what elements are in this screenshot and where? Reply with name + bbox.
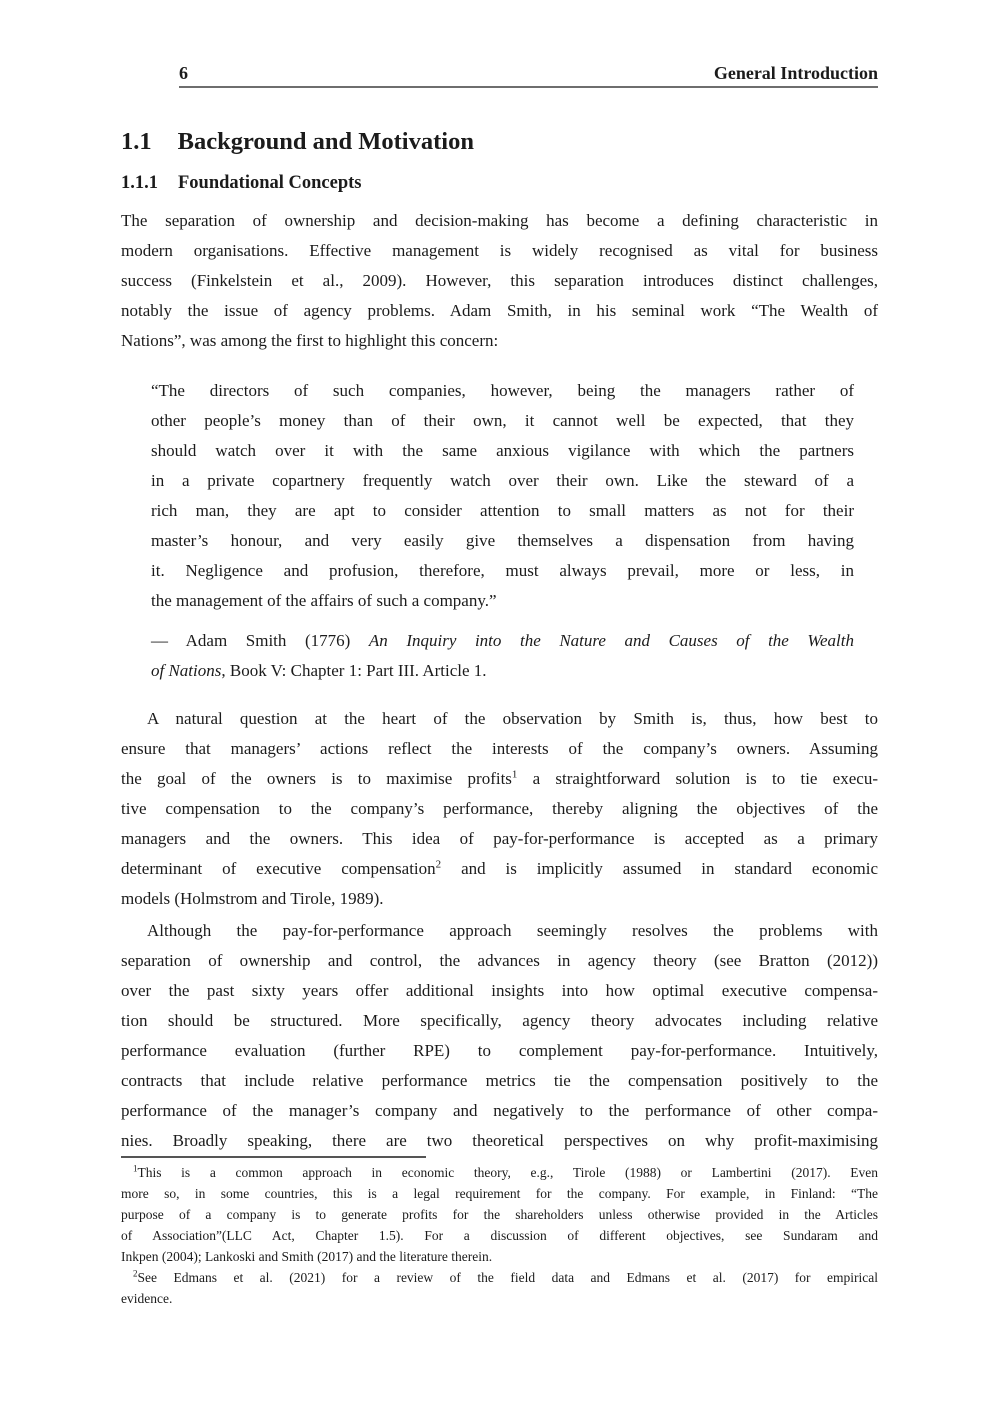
text-line: The separation of ownership and decision-making has become a defining characteristic in bbox=[121, 211, 878, 230]
text-line: success (Finkelstein et al., 2009). However, this separation introduces distinct challenges, bbox=[121, 271, 878, 290]
section-number: 1.1 bbox=[121, 128, 152, 155]
quote-line: the management of the affairs of such a company.” bbox=[151, 591, 497, 610]
text-line: managers and the owners. This idea of pay-for-performance is accepted as a primary bbox=[121, 829, 878, 848]
page-header bbox=[179, 62, 878, 88]
footnote-2 bbox=[121, 1267, 878, 1309]
running-title: General Introduction bbox=[713, 63, 878, 83]
paragraph-2 bbox=[121, 704, 878, 914]
footnote-line: purpose of a company is to generate profits for the shareholders unless otherwise provided in the Articles bbox=[121, 1207, 878, 1222]
text-line: ensure that managers’ actions reflect the interests of the company’s owners. Assuming bbox=[121, 739, 878, 758]
text-line: models (Holmstrom and Tirole, 1989). bbox=[121, 889, 384, 908]
quote-attribution bbox=[151, 626, 854, 686]
footnote-line: more so, in some countries, this is a legal requirement for the company. For example, in Finland: “The bbox=[121, 1186, 878, 1201]
footnote-line bbox=[121, 1267, 878, 1288]
text-segment: determinant of executive compensation bbox=[121, 859, 436, 878]
subsection-heading bbox=[121, 171, 878, 195]
quote-line: it. Negligence and profusion, therefore, must always prevail, more or less, in bbox=[151, 561, 854, 580]
footnote-1 bbox=[121, 1162, 878, 1267]
footnotes bbox=[121, 1162, 878, 1309]
text-segment: a straightforward solution is to tie execu- bbox=[517, 769, 878, 788]
attribution-prefix: — Adam Smith (1776) bbox=[151, 631, 369, 650]
footnote-marker-2: 2 bbox=[435, 858, 442, 871]
text-line: Nations”, was among the first to highlight this concern: bbox=[121, 331, 499, 350]
footnote-line: Inkpen (2004); Lankoski and Smith (2017) and the literature therein. bbox=[121, 1249, 493, 1264]
text-line: contracts that include relative performance metrics tie the compensation positively to the bbox=[121, 1071, 878, 1090]
footnote-rule bbox=[121, 1156, 426, 1158]
quote-line: master’s honour, and very easily give themselves a dispensation from having bbox=[151, 531, 854, 550]
text-line: performance evaluation (further RPE) to complement pay-for-performance. Intuitively, bbox=[121, 1041, 878, 1060]
quote-line: in a private copartnery frequently watch over their own. Like the steward of a bbox=[151, 471, 854, 490]
header-row bbox=[179, 62, 878, 84]
attribution-line bbox=[151, 656, 854, 686]
text-line: tion should be structured. More specifically, agency theory advocates including relative bbox=[121, 1011, 878, 1030]
footnote-line bbox=[121, 1162, 878, 1183]
paragraph-3 bbox=[121, 916, 878, 1156]
text-line: Although the pay-for-performance approach seemingly resolves the problems with bbox=[147, 921, 878, 940]
text-line: nies. Broadly speaking, there are two theoretical perspectives on why profit-maximising bbox=[121, 1131, 878, 1150]
text-segment: the goal of the owners is to maximise profits bbox=[121, 769, 512, 788]
book-title-part-2: of Nations bbox=[151, 661, 222, 680]
footnote-number-2: 2 bbox=[133, 1268, 138, 1279]
section-heading bbox=[121, 128, 878, 156]
footnote-line: of Association”(LLC Act, Chapter 1.5). For a discussion of different objectives, see Sundaram and bbox=[121, 1228, 878, 1243]
attribution-rest: , Book V: Chapter 1: Part III. Article 1. bbox=[221, 661, 487, 680]
text-line: performance of the manager’s company and negatively to the performance of other compa- bbox=[121, 1101, 878, 1120]
text-column bbox=[121, 62, 878, 1309]
quote-line: rich man, they are apt to consider attention to small matters as not for their bbox=[151, 501, 854, 520]
subsection-number: 1.1.1 bbox=[121, 173, 158, 193]
page-number: 6 bbox=[179, 63, 188, 83]
footnote-marker-1: 1 bbox=[511, 768, 518, 781]
subsection-title: Foundational Concepts bbox=[178, 173, 362, 193]
text-line: notably the issue of agency problems. Adam Smith, in his seminal work “The Wealth of bbox=[121, 301, 878, 320]
blockquote bbox=[151, 376, 854, 686]
book-title-part-1: An Inquiry into the Nature and Causes of the Wealth bbox=[368, 631, 855, 650]
attribution-line bbox=[151, 626, 854, 656]
text-segment: and is implicitly assumed in standard economic bbox=[441, 859, 878, 878]
text-line: over the past sixty years offer additional insights into how optimal executive compensa- bbox=[121, 981, 878, 1000]
text-line bbox=[121, 854, 878, 884]
text-line: tive compensation to the company’s performance, thereby aligning the objectives of the bbox=[121, 799, 878, 818]
header-rule bbox=[179, 86, 878, 88]
text-line: modern organisations. Effective management is widely recognised as vital for business bbox=[121, 241, 878, 260]
footnote-text: This is a common approach in economic theory, e.g., Tirole (1988) or Lambertini (2017). Even bbox=[137, 1165, 878, 1180]
footnote-line: evidence. bbox=[121, 1291, 173, 1306]
text-line: separation of ownership and control, the advances in agency theory (see Bratton (2012)) bbox=[121, 951, 878, 970]
text-line: A natural question at the heart of the observation by Smith is, thus, how best to bbox=[147, 709, 878, 728]
footnote-number-1: 1 bbox=[133, 1163, 138, 1174]
quote-line: “The directors of such companies, however, being the managers rather of bbox=[151, 381, 854, 400]
section-title: Background and Motivation bbox=[177, 128, 474, 155]
paragraph-1 bbox=[121, 206, 878, 356]
quote-line: should watch over it with the same anxious vigilance with which the partners bbox=[151, 441, 854, 460]
quote-line: other people’s money than of their own, it cannot well be expected, that they bbox=[151, 411, 854, 430]
footnote-text: See Edmans et al. (2021) for a review of the field data and Edmans et al. (2017) for empirical bbox=[137, 1270, 878, 1285]
text-line bbox=[121, 764, 878, 794]
